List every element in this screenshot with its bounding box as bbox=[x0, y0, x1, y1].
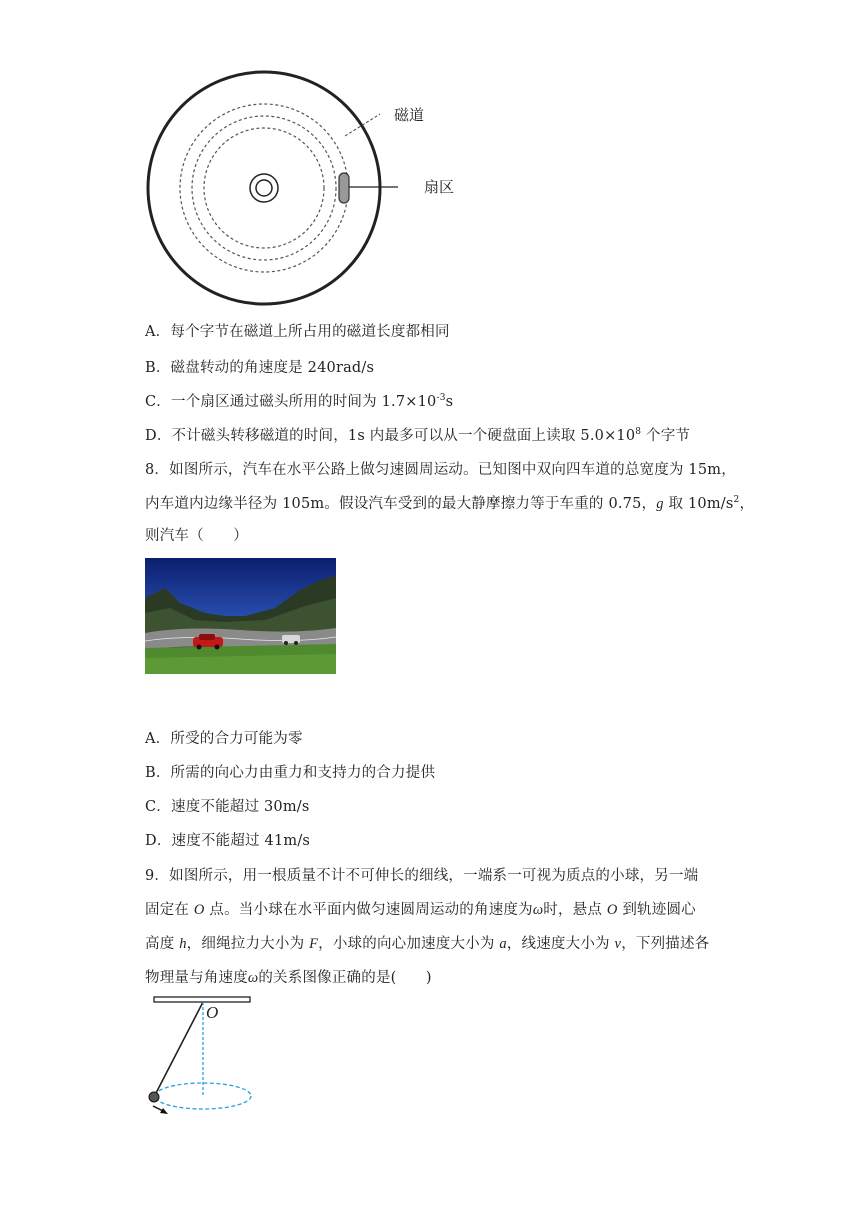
q8-g-symbol: g bbox=[656, 496, 664, 512]
q9-h-symbol: h bbox=[179, 936, 187, 952]
q7-option-c-unit: s bbox=[445, 394, 454, 410]
q9-stem-text: 时，悬点 bbox=[543, 902, 607, 918]
q7-option-a[interactable]: A．每个字节在磁道上所占用的磁道长度都相同 bbox=[145, 324, 450, 340]
sector-label: 扇区 bbox=[424, 178, 455, 196]
q9-v-symbol: v bbox=[614, 936, 622, 952]
q8-stem-comma: ， bbox=[739, 496, 755, 512]
q9-stem-text: ，细绳拉力大小为 bbox=[186, 936, 310, 952]
q9-omega-symbol: ω bbox=[247, 970, 259, 986]
track-ring bbox=[204, 128, 324, 248]
motion-arrowhead bbox=[160, 1108, 168, 1114]
q9-stem-line3 bbox=[145, 932, 709, 953]
q7-option-c-exponent: -3 bbox=[436, 393, 446, 404]
q7-option-c-text: C．一个扇区通过磁头所用的时间为 1.7×10 bbox=[145, 394, 437, 410]
spindle-outer bbox=[250, 174, 278, 202]
track-ring bbox=[192, 116, 336, 260]
q9-stem-text: ，线速度大小为 bbox=[506, 936, 615, 952]
ceiling-bar bbox=[154, 997, 250, 1002]
q7-option-d-text: D．不计磁头转移磁道的时间，1s 内最多可以从一个硬盘面上读取 5.0×10 bbox=[145, 428, 636, 444]
q9-stem-line4 bbox=[145, 966, 432, 987]
q8-option-b[interactable]: B．所需的向心力由重力和支持力的合力提供 bbox=[145, 765, 436, 781]
q8-g-value: 取 10m/s bbox=[663, 496, 734, 512]
q9-omega-symbol: ω bbox=[532, 902, 544, 918]
q7-option-c[interactable] bbox=[145, 390, 453, 411]
spindle-inner bbox=[256, 180, 272, 196]
conical-pendulum-figure bbox=[140, 992, 265, 1122]
q9-point-o: O bbox=[193, 902, 205, 918]
q7-option-d-tail: 个字节 bbox=[641, 428, 691, 444]
q8-stem-line2 bbox=[145, 492, 754, 513]
highway-curve-photo bbox=[145, 558, 336, 674]
q7-option-d[interactable] bbox=[145, 424, 690, 445]
q9-stem-text: 物理量与角速度 bbox=[145, 970, 248, 986]
q8-stem-text: 内车道内边缘半径为 105m。假设汽车受到的最大静摩擦力等于车重的 0.75， bbox=[145, 496, 657, 512]
q9-stem-text: 的关系图像正确的是( ) bbox=[258, 970, 432, 986]
q8-g-exponent: 2 bbox=[733, 495, 740, 506]
q8-option-c[interactable]: C．速度不能超过 30m/s bbox=[145, 799, 310, 815]
q7-option-d-exponent: 8 bbox=[635, 427, 642, 438]
hard-disk-figure bbox=[140, 10, 480, 315]
q9-stem-line2 bbox=[145, 898, 696, 919]
q9-stem-text: 点。当小球在水平面内做匀速圆周运动的角速度为 bbox=[204, 902, 533, 918]
q9-stem-text: ，小球的向心加速度大小为 bbox=[318, 936, 500, 952]
q9-stem-text: ，下列描述各 bbox=[621, 936, 710, 952]
track-leader bbox=[345, 114, 380, 136]
q9-f-symbol: F bbox=[309, 936, 319, 952]
q9-point-o: O bbox=[606, 902, 618, 918]
q8-stem-line1: 8．如图所示，汽车在水平公路上做匀速圆周运动。已知图中双向四车道的总宽度为 15m， bbox=[145, 462, 736, 478]
pendulum-point-o-label: O bbox=[206, 1003, 219, 1022]
q9-stem-text: 固定在 bbox=[145, 902, 194, 918]
ball bbox=[149, 1092, 159, 1102]
q9-stem-line1: 9．如图所示，用一根质量不计不可伸长的细线，一端系一可视为质点的小球，另一端 bbox=[145, 868, 699, 884]
q9-a-symbol: a bbox=[499, 936, 507, 952]
track-ring bbox=[180, 104, 348, 272]
pendulum-string bbox=[155, 1002, 203, 1095]
q8-option-d[interactable]: D．速度不能超过 41m/s bbox=[145, 833, 311, 849]
q9-stem-text: 高度 bbox=[145, 936, 180, 952]
q8-option-a[interactable]: A．所受的合力可能为零 bbox=[145, 731, 303, 747]
q8-stem-line3: 则汽车（ ） bbox=[145, 528, 248, 544]
q7-option-b[interactable]: B．磁盘转动的角速度是 240rad/s bbox=[145, 360, 375, 376]
track-label: 磁道 bbox=[394, 106, 425, 124]
sector-shape bbox=[339, 173, 349, 203]
q9-stem-text: 到轨迹圆心 bbox=[617, 902, 696, 918]
